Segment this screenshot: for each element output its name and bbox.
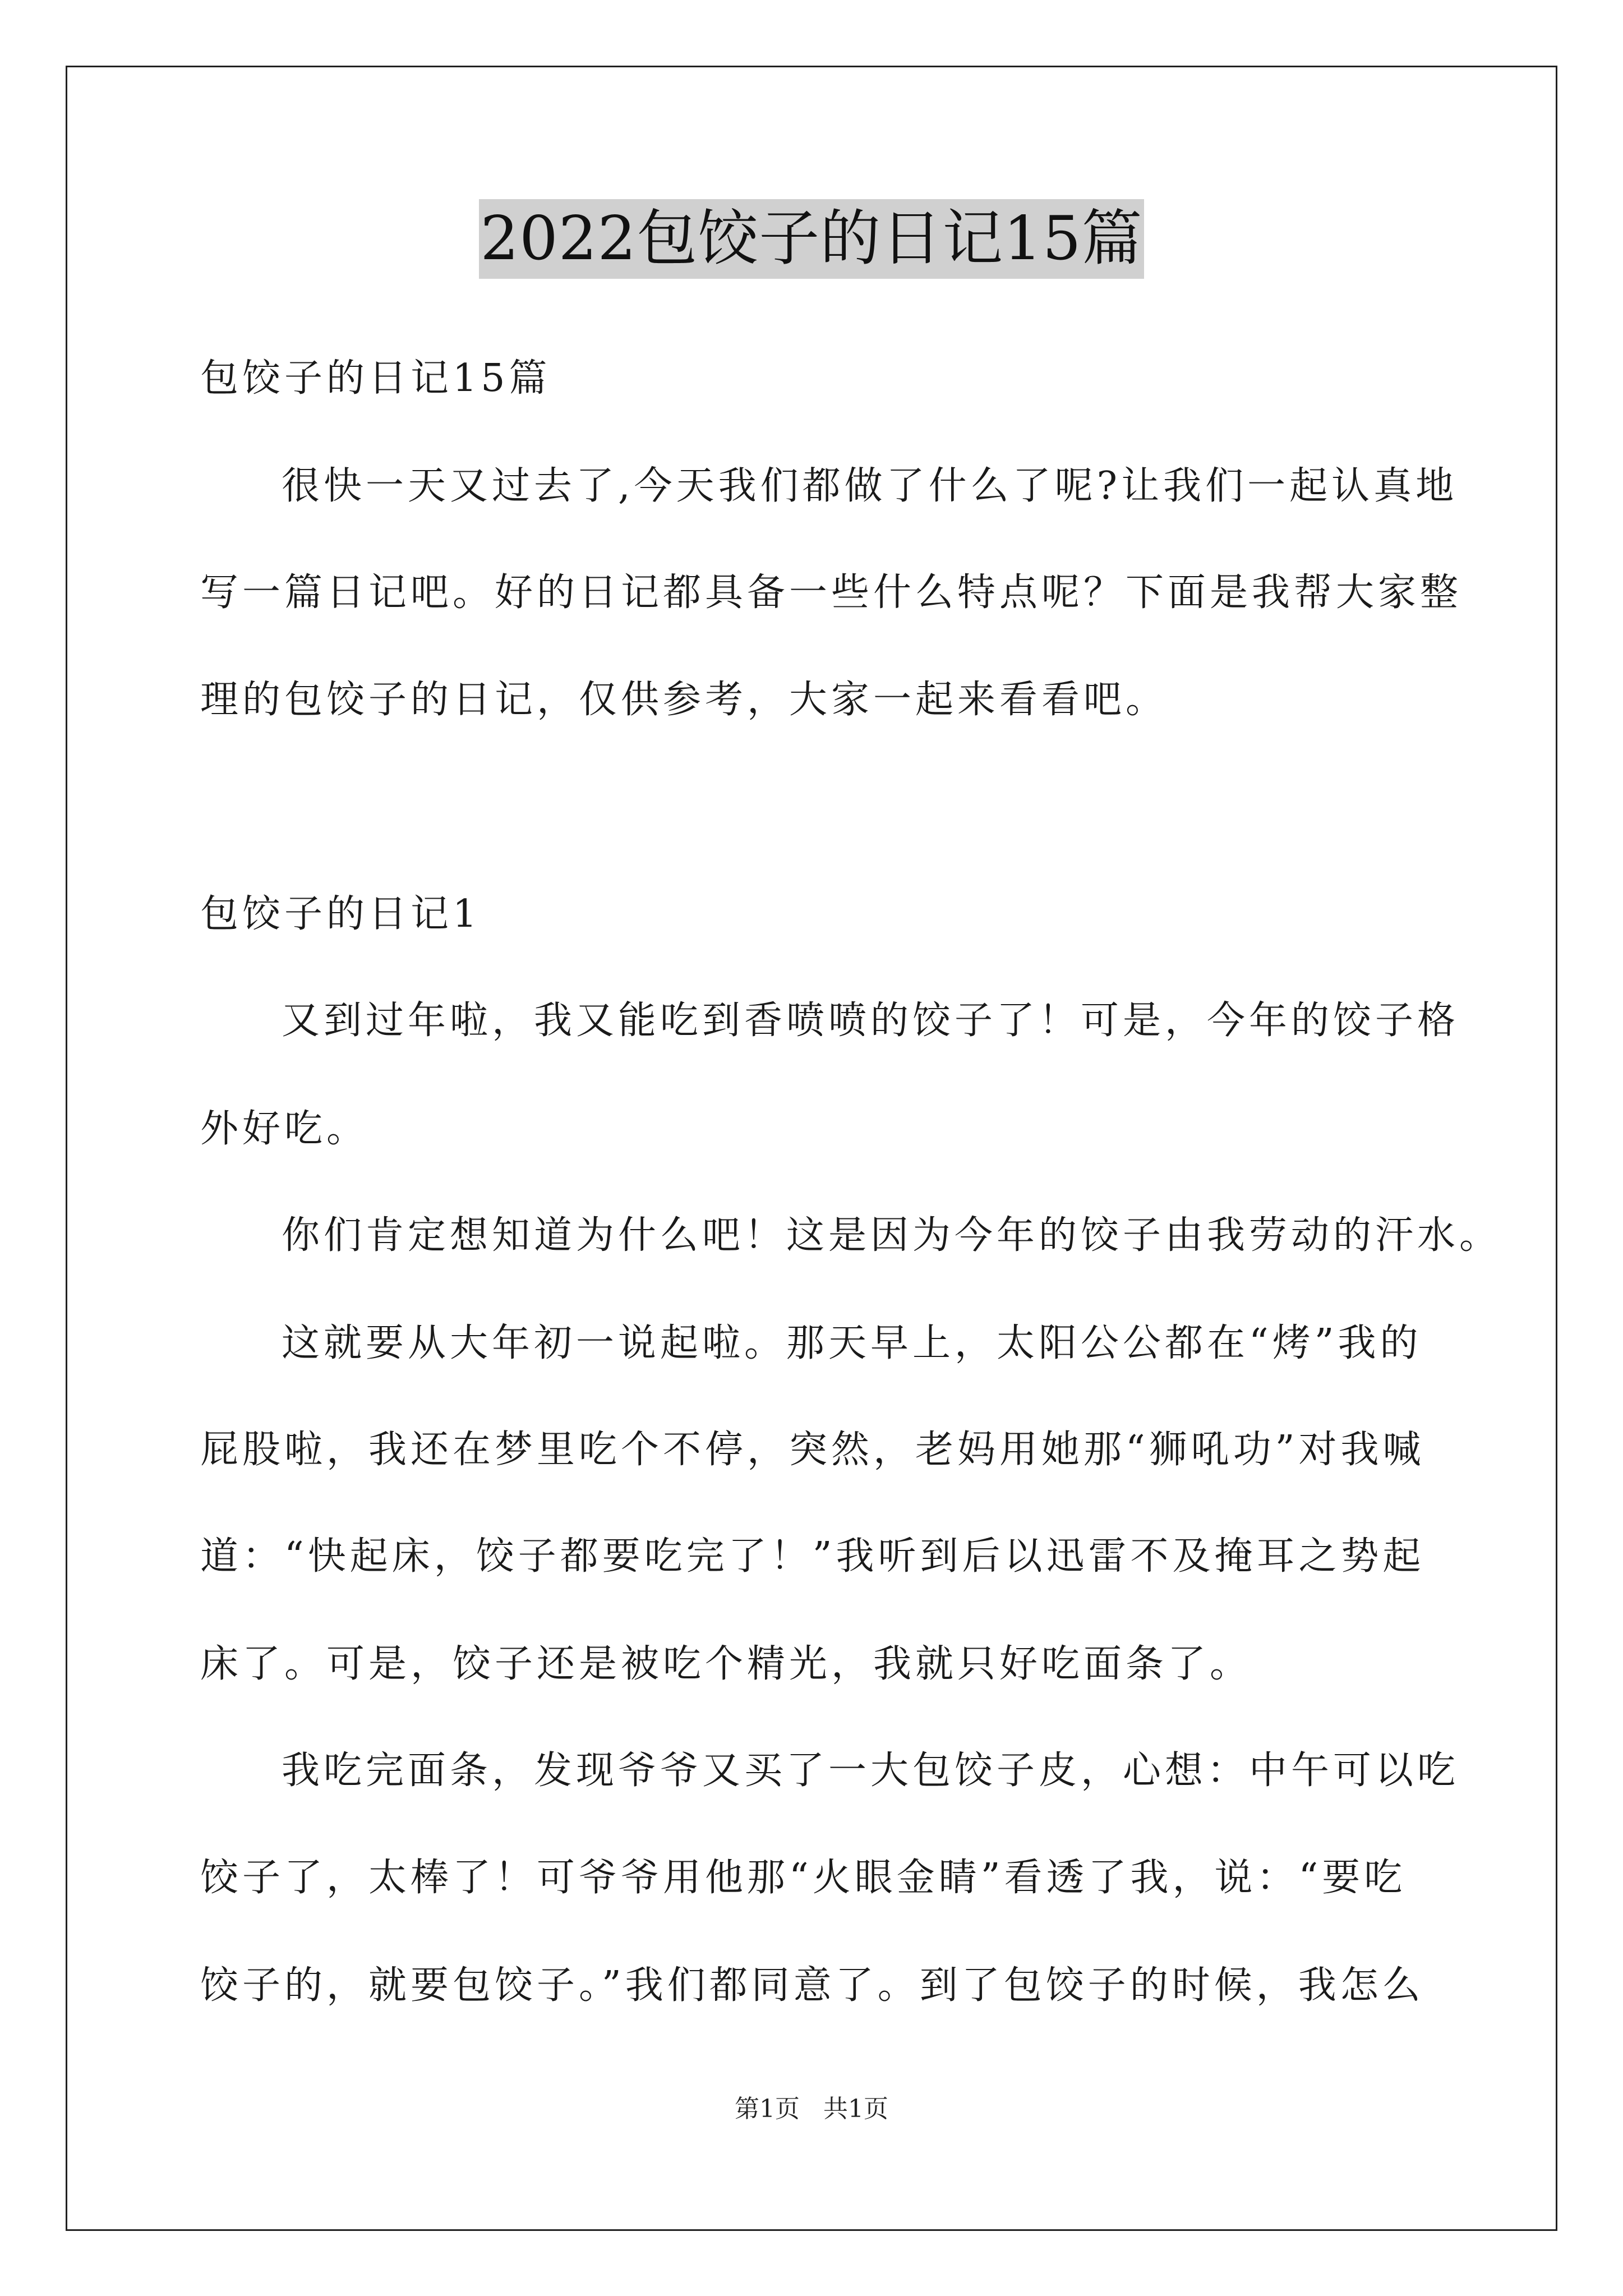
intro-line-1: 很快一天又过去了,今天我们都做了什么了呢?让我们一起认真地: [282, 464, 1458, 508]
intro-line-2: 写一篇日记吧。好的日记都具备一些什么特点呢？下面是我帮大家整: [200, 570, 1463, 615]
body-line-3: 你们肯定想知道为什么吧！这是因为今年的饺子由我劳动的汗水。: [282, 1213, 1502, 1258]
body-line-2: 外好吃。: [200, 1107, 369, 1151]
body-line-7: 床了。可是，饺子还是被吃个精光，我就只好吃面条了。: [200, 1642, 1252, 1686]
body-line-4: 这就要从大年初一说起啦。那天早上，太阳公公都在“烤”我的: [282, 1321, 1422, 1365]
body-line-6: 道：“快起床，饺子都要吃完了！”我听到后以迅雷不及掩耳之势起: [200, 1534, 1425, 1579]
title-container: [0, 199, 1623, 279]
body-line-9: 饺子了，太棒了！可爷爷用他那“火眼金睛”看透了我，说：“要吃: [200, 1856, 1407, 1900]
section-heading: 包饺子的日记1: [200, 892, 481, 936]
document-subtitle: 包饺子的日记15篇: [200, 356, 551, 401]
body-line-8: 我吃完面条，发现爷爷又买了一大包饺子皮，心想：中午可以吃: [282, 1749, 1460, 1793]
document-title: 2022包饺子的日记15篇: [479, 199, 1144, 279]
body-line-5: 屁股啦，我还在梦里吃个不停，突然，老妈用她那“狮吼功”对我喊: [200, 1428, 1425, 1472]
page-total: 共1页: [823, 2095, 888, 2123]
body-line-1: 又到过年啦，我又能吃到香喷喷的饺子了！可是，今年的饺子格: [282, 999, 1460, 1043]
page-number: 第1页: [735, 2095, 800, 2123]
intro-line-3: 理的包饺子的日记，仅供参考，大家一起来看看吧。: [200, 678, 1168, 722]
body-line-10: 饺子的，就要包饺子。”我们都同意了。到了包饺子的时候，我怎么: [200, 1963, 1424, 2008]
page-footer: [0, 2092, 1623, 2126]
